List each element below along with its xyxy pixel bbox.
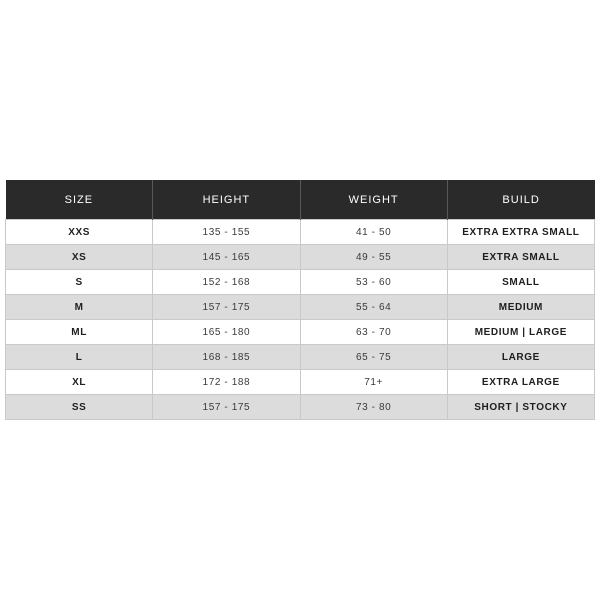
weight-cell: 49 - 55 bbox=[300, 245, 447, 270]
table-row bbox=[6, 295, 595, 320]
size-cell: XS bbox=[6, 245, 153, 270]
header-size: SIZE bbox=[6, 180, 153, 220]
size-chart-table bbox=[5, 180, 595, 420]
height-cell: 168 - 185 bbox=[153, 345, 300, 370]
height-cell: 157 - 175 bbox=[153, 395, 300, 420]
height-cell: 165 - 180 bbox=[153, 320, 300, 345]
table-row bbox=[6, 245, 595, 270]
table-row bbox=[6, 270, 595, 295]
build-cell: EXTRA EXTRA SMALL bbox=[447, 220, 594, 245]
weight-cell: 71+ bbox=[300, 370, 447, 395]
size-chart-header bbox=[6, 180, 595, 220]
build-cell: LARGE bbox=[447, 345, 594, 370]
weight-cell: 53 - 60 bbox=[300, 270, 447, 295]
weight-cell: 65 - 75 bbox=[300, 345, 447, 370]
size-cell: S bbox=[6, 270, 153, 295]
build-cell: MEDIUM | LARGE bbox=[447, 320, 594, 345]
header-row bbox=[6, 180, 595, 220]
build-cell: SHORT | STOCKY bbox=[447, 395, 594, 420]
size-cell: M bbox=[6, 295, 153, 320]
size-cell: SS bbox=[6, 395, 153, 420]
header-weight: WEIGHT bbox=[300, 180, 447, 220]
build-cell: SMALL bbox=[447, 270, 594, 295]
header-build: BUILD bbox=[447, 180, 594, 220]
table-row bbox=[6, 345, 595, 370]
build-cell: EXTRA LARGE bbox=[447, 370, 594, 395]
height-cell: 152 - 168 bbox=[153, 270, 300, 295]
build-cell: EXTRA SMALL bbox=[447, 245, 594, 270]
height-cell: 157 - 175 bbox=[153, 295, 300, 320]
table-row bbox=[6, 320, 595, 345]
height-cell: 145 - 165 bbox=[153, 245, 300, 270]
header-height: HEIGHT bbox=[153, 180, 300, 220]
size-cell: XL bbox=[6, 370, 153, 395]
weight-cell: 41 - 50 bbox=[300, 220, 447, 245]
table-row bbox=[6, 395, 595, 420]
height-cell: 172 - 188 bbox=[153, 370, 300, 395]
height-cell: 135 - 155 bbox=[153, 220, 300, 245]
table-row bbox=[6, 370, 595, 395]
size-cell: L bbox=[6, 345, 153, 370]
weight-cell: 55 - 64 bbox=[300, 295, 447, 320]
weight-cell: 63 - 70 bbox=[300, 320, 447, 345]
size-cell: XXS bbox=[6, 220, 153, 245]
table-row bbox=[6, 220, 595, 245]
build-cell: MEDIUM bbox=[447, 295, 594, 320]
size-chart-body bbox=[6, 220, 595, 420]
size-cell: ML bbox=[6, 320, 153, 345]
weight-cell: 73 - 80 bbox=[300, 395, 447, 420]
